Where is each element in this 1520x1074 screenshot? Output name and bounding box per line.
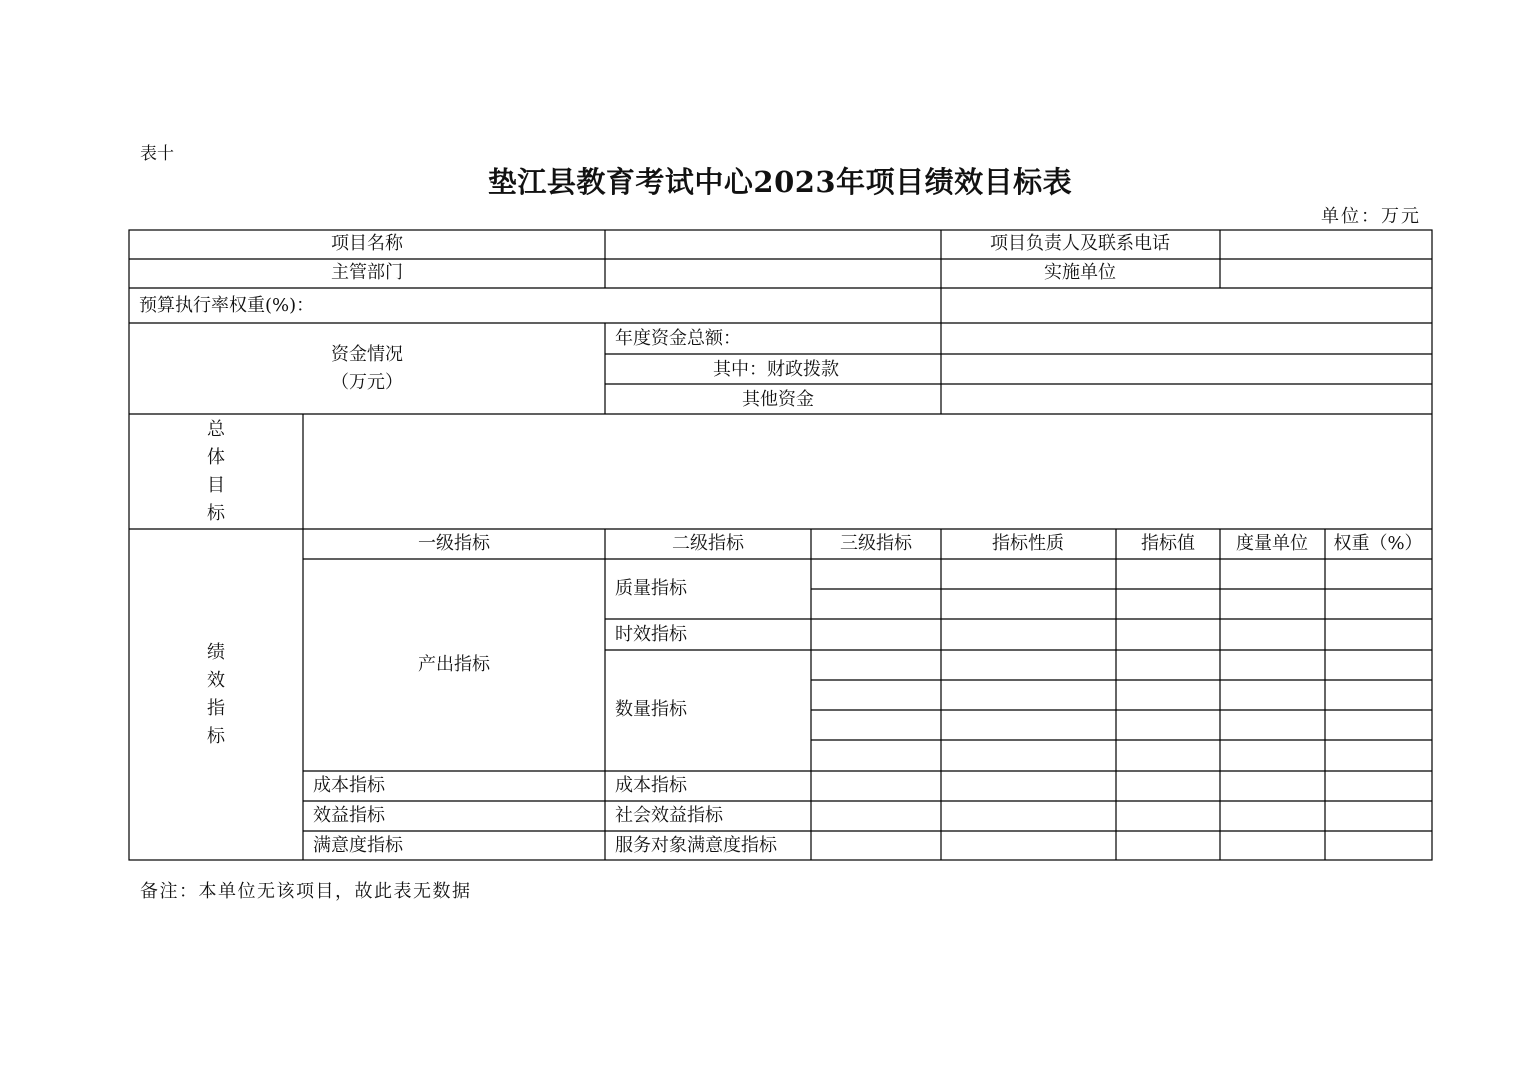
char: 目	[207, 475, 225, 496]
level2-quality: 质量指标	[615, 578, 687, 599]
level1-satisfaction: 满意度指标	[313, 835, 403, 856]
label-funds: 资金情况	[331, 344, 403, 365]
header-level3: 三级指标	[840, 533, 912, 554]
level2-cost: 成本指标	[615, 775, 687, 796]
level1-output: 产出指标	[418, 654, 490, 675]
header-nature: 指标性质	[992, 533, 1064, 554]
footnote: 备注：本单位无该项目，故此表无数据	[140, 881, 472, 902]
header-value: 指标值	[1141, 533, 1195, 554]
label-implementing-unit: 实施单位	[1044, 262, 1116, 283]
char: 总	[207, 419, 225, 440]
label-performance-indicators	[204, 639, 228, 751]
label-project-leader-phone: 项目负责人及联系电话	[990, 233, 1170, 254]
unit-label: 单位：万元	[1321, 206, 1421, 227]
char: 标	[207, 726, 225, 747]
label-funds-unit: （万元）	[331, 372, 403, 393]
char: 指	[207, 698, 225, 719]
level1-benefit: 效益指标	[313, 805, 385, 826]
header-level1: 一级指标	[418, 533, 490, 554]
label-other-funds: 其他资金	[742, 389, 814, 410]
header-weight: 权重（%）	[1333, 533, 1423, 554]
label-budget-weight: 预算执行率权重(%)：	[139, 295, 315, 316]
char: 体	[207, 447, 225, 468]
char: 绩	[207, 642, 225, 663]
label-project-name: 项目名称	[331, 233, 403, 254]
label-department: 主管部门	[331, 262, 403, 283]
level1-cost: 成本指标	[313, 775, 385, 796]
header-unit: 度量单位	[1236, 533, 1308, 554]
label-overall-goal	[204, 416, 228, 528]
level2-quantity: 数量指标	[615, 699, 687, 720]
page-title: 垫江县教育考试中心2023年项目绩效目标表	[487, 165, 1073, 199]
char: 效	[207, 670, 225, 691]
level2-service-satisfaction: 服务对象满意度指标	[615, 835, 777, 856]
table-number: 表十	[140, 144, 174, 164]
level2-social-benefit: 社会效益指标	[615, 805, 723, 826]
level2-timeliness: 时效指标	[615, 624, 687, 645]
char: 标	[207, 503, 225, 524]
label-fiscal-allocation: 其中：财政拨款	[713, 359, 839, 380]
label-annual-total: 年度资金总额：	[615, 328, 741, 349]
header-level2: 二级指标	[672, 533, 744, 554]
